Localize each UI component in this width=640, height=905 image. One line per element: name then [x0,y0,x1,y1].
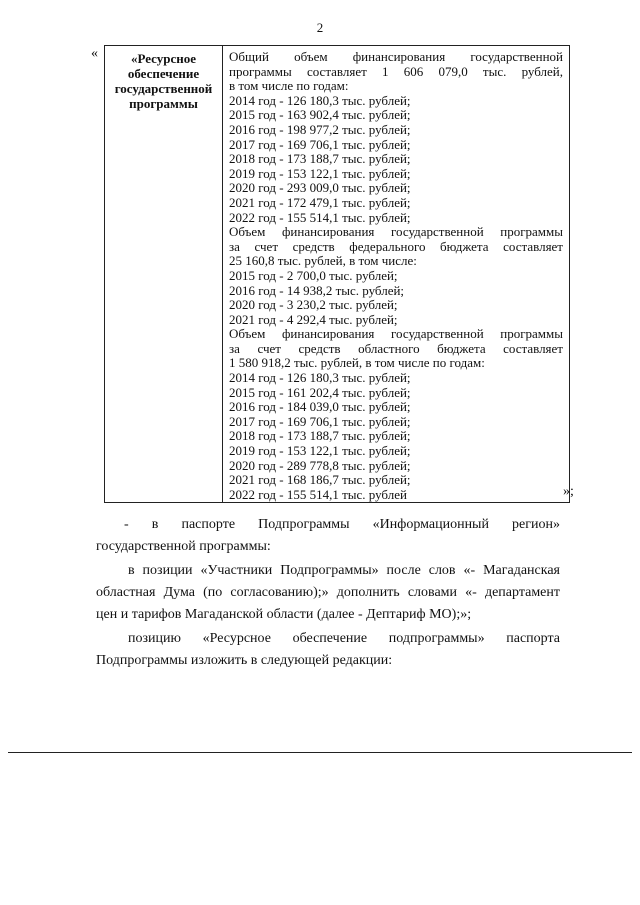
regional-intro-line: за счет средств областного бюджета составляет [229,340,563,356]
opening-quote: « [91,46,98,61]
federal-year-line: 2016 год - 14 938,2 тыс. рублей; [229,282,405,298]
total-year-line: 2016 год - 198 977,2 тыс. рублей; [229,121,411,137]
paragraph-line: позицию «Ресурсное обеспечение подпрограммы» паспорта [128,631,560,646]
paragraph-line: Подпрограммы изложить в следующей редакции: [96,653,393,668]
total-year-line: 2017 год - 169 706,1 тыс. рублей; [229,136,411,152]
paragraph-line: областная Дума (по согласованию);» дополнить словами «- департамент [96,585,560,600]
federal-year-line: 2015 год - 2 700,0 тыс. рублей; [229,267,398,283]
paragraph-line: цен и тарифов Магаданской области (далее - Дептариф МО);»; [96,607,472,622]
total-intro-line: в том числе по годам: [229,78,349,94]
regional-year-line: 2022 год - 155 514,1 тыс. рублей [229,486,407,502]
federal-year-line: 2021 год - 4 292,4 тыс. рублей; [229,311,398,327]
label-line: программы [129,96,198,111]
label-line: «Ресурсное [130,51,197,66]
total-intro-line: Общий объем финансирования государственной [229,49,563,64]
paragraph-line: в позиции «Участники Подпрограммы» после слов «- Магаданская [128,563,560,578]
total-year-line: 2014 год - 126 180,3 тыс. рублей; [229,92,411,108]
regional-year-line: 2017 год - 169 706,1 тыс. рублей; [229,413,411,429]
regional-year-line: 2018 год - 173 188,7 тыс. рублей; [229,428,411,444]
regional-year-line: 2015 год - 161 202,4 тыс. рублей; [229,384,411,400]
total-year-line: 2018 год - 173 188,7 тыс. рублей; [229,151,411,167]
regional-year-line: 2021 год - 168 186,7 тыс. рублей; [229,472,411,488]
total-year-line: 2015 год - 163 902,4 тыс. рублей; [229,107,411,123]
regional-intro-line: Объем финансирования государственной программы [229,326,563,342]
paragraph-line: государственной программы: [96,539,271,554]
page-number: 2 [316,20,324,35]
regional-year-line: 2020 год - 289 778,8 тыс. рублей; [229,457,411,473]
total-year-line: 2019 год - 153 122,1 тыс. рублей; [229,165,411,181]
total-year-line: 2021 год - 172 479,1 тыс. рублей; [229,194,411,210]
funding-content-cell [223,46,570,503]
paragraph-participants [96,560,560,626]
regional-year-line: 2019 год - 153 122,1 тыс. рублей; [229,443,411,459]
total-year-line: 2020 год - 293 009,0 тыс. рублей; [229,180,411,196]
row-label-cell [105,46,223,503]
regional-year-line: 2014 год - 126 180,3 тыс. рублей; [229,370,411,386]
page-bottom-rule [8,752,632,753]
label-line: обеспечение [127,66,200,81]
regional-year-line: 2016 год - 184 039,0 тыс. рублей; [229,399,411,415]
paragraph-passport-subprogram [96,514,560,558]
closing-quote: »; [563,484,574,499]
total-year-line: 2022 год - 155 514,1 тыс. рублей; [229,209,411,225]
federal-intro-line: Объем финансирования государственной программы [229,224,563,240]
label-line: государственной [114,81,213,96]
paragraph-resource-position [96,628,560,672]
total-intro-line: программы составляет 1 606 079,0 тыс. рублей, [229,63,563,79]
federal-year-line: 2020 год - 3 230,2 тыс. рублей; [229,297,398,313]
federal-intro-line: за счет средств федерального бюджета составляет [229,238,563,254]
federal-intro-line: 25 160,8 тыс. рублей, в том числе: [229,253,417,269]
paragraph-line: - в паспорте Подпрограммы «Информационный регион» [124,517,560,532]
regional-intro-line: 1 580 918,2 тыс. рублей, в том числе по годам: [229,355,485,371]
resource-provision-table [104,45,570,503]
